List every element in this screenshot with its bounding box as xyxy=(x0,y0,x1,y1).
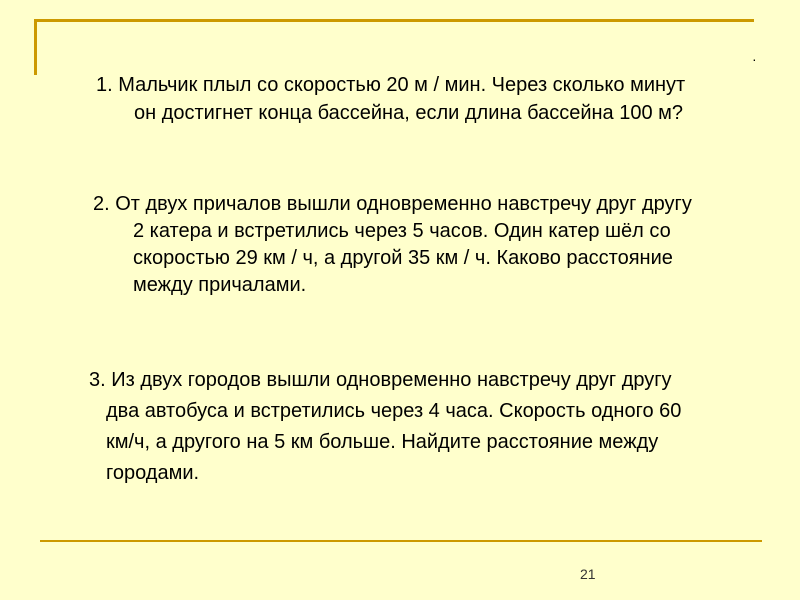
problem-3-line-2: два автобуса и встретились через 4 часа. Скорость одного 60 xyxy=(106,400,682,422)
problem-1-line-1: 1. Мальчик плыл со скоростью 20 м / мин. Через сколько минут xyxy=(96,74,686,96)
problem-2 xyxy=(93,191,783,299)
problem-3-line-4: городами. xyxy=(106,462,200,484)
problem-3 xyxy=(89,365,779,489)
page-number: 21 xyxy=(580,566,596,582)
problem-2-line-1: 2. От двух причалов вышли одновременно навстречу друг другу xyxy=(93,193,692,215)
problem-3-line-3: км/ч, а другого на 5 км больше. Найдите расстояние между xyxy=(106,431,659,453)
frame-bottom-line xyxy=(40,540,762,542)
problem-2-line-2: 2 катера и встретились через 5 часов. Один катер шёл со xyxy=(133,220,671,242)
dot-mark: · xyxy=(752,51,757,67)
problem-2-line-4: между причалами. xyxy=(133,274,307,296)
problem-1 xyxy=(96,71,786,127)
frame-top-line xyxy=(34,19,754,22)
problem-3-line-1: 3. Из двух городов вышли одновременно навстречу друг другу xyxy=(89,369,672,391)
frame-left-line xyxy=(34,19,37,75)
problem-2-line-3: скоростью 29 км / ч, а другой 35 км / ч. Каково расстояние xyxy=(133,247,673,269)
problem-1-line-2: он достигнет конца бассейна, если длина бассейна 100 м? xyxy=(134,102,684,124)
